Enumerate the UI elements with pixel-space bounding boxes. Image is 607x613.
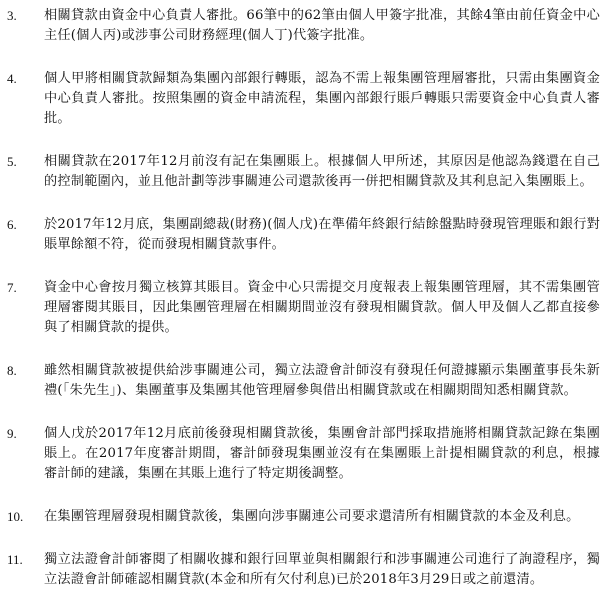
paragraph-number: 4. [7, 71, 17, 86]
paragraph-item-9 [0, 424, 607, 484]
paragraph-number: 5. [7, 154, 17, 169]
paragraph-text: 相關貸款由資金中心負責人審批。66筆中的62筆由個人甲簽字批准，其餘4筆由前任資金中心主任(個人丙)或涉事公司財務經理(個人丁)代簽字批准。 [44, 8, 600, 43]
paragraph-number: 8. [7, 363, 17, 378]
paragraph-item-7 [0, 278, 607, 338]
paragraph-number: 11. [7, 552, 23, 567]
paragraph-item-5 [0, 152, 607, 192]
paragraph-text: 獨立法證會計師審閱了相關收據和銀行回單並與相關銀行和涉事關連公司進行了詢證程序，獨立法證會計師確認相關貸款(本金和所有欠付利息)已於2018年3月29日或之前還清。 [44, 552, 600, 587]
paragraph-number: 9. [7, 426, 17, 441]
paragraph-text: 個人甲將相關貸款歸類為集團內部銀行轉賬，認為不需上報集團管理層審批，只需由集團資金中心負責人審批。按照集團的資金申請流程，集團內部銀行賬戶轉賬只需要資金中心負責人審批。 [44, 71, 600, 126]
paragraph-number: 3. [7, 8, 17, 23]
paragraph-number: 7. [7, 280, 17, 295]
paragraph-text: 個人戊於2017年12月底前後發現相關貸款後，集團會計部門採取措施將相關貸款記錄在集團賬上。在2017年度審計期間，審計師發現集團並沒有在集團賬上計提相關貸款的利息，根據審計師的建議，集團在其賬上進行了特定期後調整。 [44, 426, 600, 481]
paragraph-text: 雖然相關貸款被提供給涉事關連公司，獨立法證會計師沒有發現任何證據顯示集團董事長朱新禮(「朱先生」)、集團董事及集團其他管理層參與借出相關貸款或在相關期間知悉相關貸款。 [44, 363, 600, 398]
paragraph-number: 10. [7, 509, 24, 524]
numbered-paragraph-list [0, 6, 607, 613]
paragraph-item-3 [0, 6, 607, 46]
paragraph-text: 相關貸款在2017年12月前沒有記在集團賬上。根據個人甲所述，其原因是他認為錢還在自己的控制範圍內，並且他計劃等涉事關連公司還款後再一併把相關貸款及其利息記入集團賬上。 [44, 154, 600, 189]
paragraph-text: 資金中心會按月獨立核算其賬目。資金中心只需提交月度報表上報集團管理層，其不需集團管理層審閱其賬目，因此集團管理層在相關期間並沒有發現相關貸款。個人甲及個人乙都直接參與了相關貸款的提供。 [44, 280, 600, 335]
paragraph-item-11 [0, 550, 607, 590]
paragraph-item-6 [0, 215, 607, 255]
paragraph-number: 6. [7, 217, 17, 232]
paragraph-text: 在集團管理層發現相關貸款後，集團向涉事關連公司要求還清所有相關貸款的本金及利息。 [44, 509, 580, 524]
paragraph-item-4 [0, 69, 607, 129]
paragraph-item-8 [0, 361, 607, 401]
paragraph-text: 於2017年12月底，集團副總裁(財務)(個人戊)在準備年終銀行結餘盤點時發現管理賬和銀行對賬單餘額不符，從而發現相關貸款事件。 [44, 217, 600, 252]
paragraph-item-10 [0, 507, 607, 527]
